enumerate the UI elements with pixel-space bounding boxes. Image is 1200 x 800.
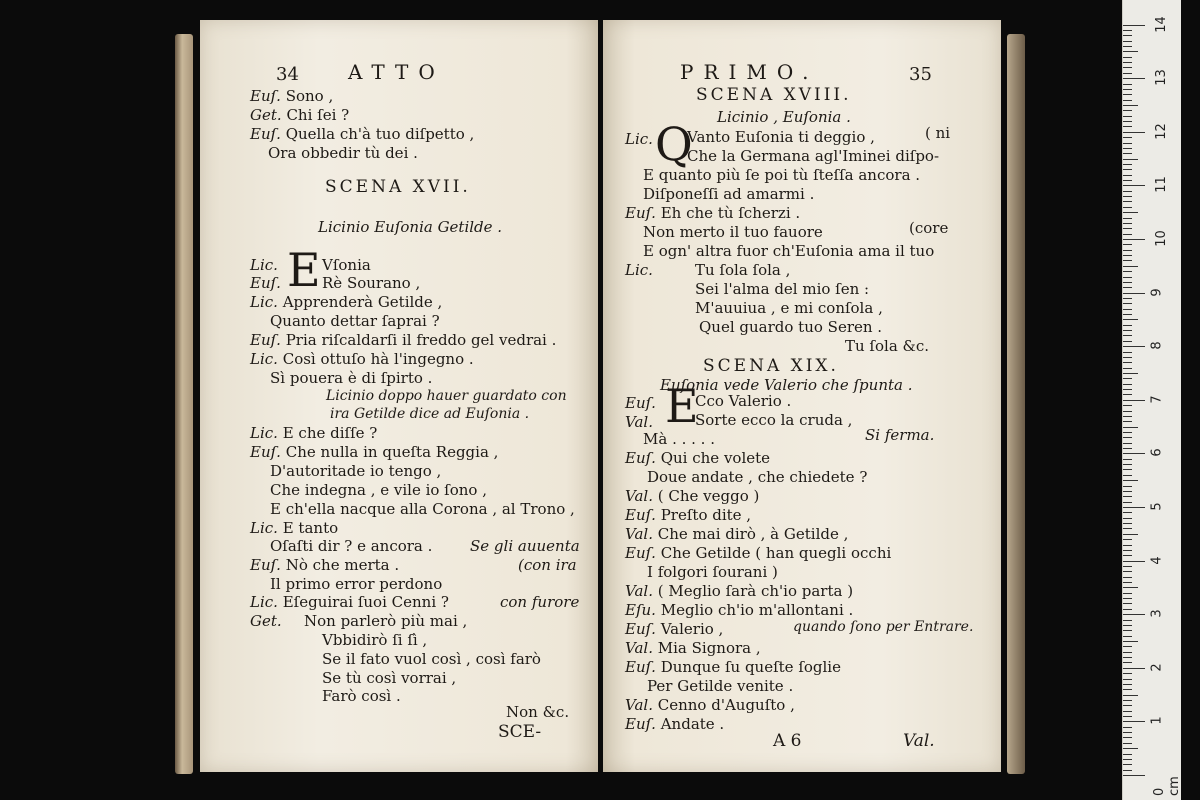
ruler-tick <box>1123 121 1132 122</box>
speech-line: Lic. <box>625 261 653 279</box>
ruler-tick <box>1123 357 1132 358</box>
ruler-tick <box>1123 89 1132 90</box>
speech-line: Sì pouera è di ſpirto . <box>270 369 433 387</box>
ruler-tick <box>1123 116 1132 117</box>
ruler-tick <box>1123 743 1132 744</box>
ruler-tick <box>1123 496 1132 497</box>
left-page <box>200 20 598 772</box>
ruler-tick <box>1123 94 1132 95</box>
ruler-tick <box>1123 641 1138 642</box>
running-head: ATTO <box>348 60 445 84</box>
page-number: 34 <box>276 64 299 85</box>
ruler-tick <box>1123 191 1132 192</box>
ruler-tick <box>1123 143 1132 144</box>
ruler-tick <box>1123 73 1132 74</box>
speech-text: Tu ſola ſola , <box>695 261 791 279</box>
speech-line: Euſ. Eh che tù ſcherzi . <box>625 204 801 222</box>
scene-persons: Licinio , Euſonia . <box>717 108 851 126</box>
ruler-label: 7 <box>1149 395 1165 404</box>
ruler-tick <box>1123 384 1132 385</box>
hanging-text: (core <box>909 219 949 237</box>
ruler-label: 2 <box>1149 663 1165 672</box>
ruler-tick <box>1123 325 1132 326</box>
ruler-tick <box>1123 293 1145 294</box>
ruler-tick <box>1123 668 1145 669</box>
ruler-tick <box>1123 469 1132 470</box>
hanging-text: ( ni <box>925 124 951 142</box>
ruler-tick <box>1123 502 1132 503</box>
ruler-tick <box>1123 282 1132 283</box>
ruler-tick <box>1123 625 1132 626</box>
ruler-tick <box>1123 175 1132 176</box>
ruler-tick <box>1123 341 1132 342</box>
ruler-tick <box>1123 636 1132 637</box>
speech-line: Che indegna , e vile io ſono , <box>270 481 487 499</box>
ruler-tick <box>1123 250 1132 251</box>
ruler-label: 13 <box>1153 69 1169 86</box>
ruler-tick <box>1123 614 1145 615</box>
speech-line: Euſ. Dunque ſu queſte ſoglie <box>625 658 841 676</box>
ruler-tick <box>1123 105 1138 106</box>
ruler-tick <box>1123 78 1145 79</box>
ruler-tick <box>1123 716 1132 717</box>
ruler-tick <box>1123 566 1132 567</box>
catchword: SCE- <box>498 722 542 742</box>
ruler-tick <box>1123 266 1138 267</box>
speech-line: Euſ. Che nulla in queſta Reggia , <box>250 443 499 461</box>
ruler-tick <box>1123 271 1132 272</box>
ruler-tick <box>1123 30 1132 31</box>
ruler-label: 11 <box>1153 176 1169 194</box>
speech-text: Cco Valerio . <box>695 392 792 410</box>
ruler-label: 1 <box>1149 716 1165 726</box>
speech-line: Euſ. Valerio , <box>625 620 724 638</box>
speech-line: Euſ. Preſto dite , <box>625 506 752 524</box>
running-head: PRIMO. <box>680 60 819 84</box>
scene-persons: Licinio Euſonia Getilde . <box>318 218 503 236</box>
speech-line: Doue andate , che chiedete ? <box>647 468 868 486</box>
book-edge-right <box>1007 34 1025 774</box>
ruler-tick <box>1123 679 1132 680</box>
ruler-tick <box>1123 732 1132 733</box>
ruler-label: 6 <box>1149 448 1165 458</box>
ruler-tick <box>1123 609 1132 610</box>
ruler-tick <box>1123 545 1132 546</box>
speech-line: Val. ( Che veggo ) <box>625 487 760 505</box>
ruler-label: 5 <box>1149 502 1165 511</box>
ruler-tick <box>1123 41 1132 42</box>
speech-line: E quanto più ſe poi tù ſteſſa ancora . <box>643 166 921 184</box>
speech-line: Per Getilde venite . <box>647 677 794 695</box>
ruler-tick <box>1123 727 1132 728</box>
ruler-tick <box>1123 684 1132 685</box>
speech-line: Euſ. Qui che volete <box>625 449 771 467</box>
ruler-tick <box>1123 528 1132 529</box>
speech-line: Vbbidirò ſi ſì , <box>322 631 428 649</box>
ruler-tick <box>1123 67 1132 68</box>
speech-line: Tu ſola &c. <box>845 337 930 355</box>
ruler-tick <box>1123 35 1132 36</box>
ruler-tick <box>1123 539 1132 540</box>
speech-line: Euſ. <box>625 394 656 412</box>
ruler-tick <box>1123 453 1145 454</box>
speech-line: Quanto dettar ſaprai ? <box>270 312 440 330</box>
speech-line: Euſ. Andate . <box>625 715 725 733</box>
speech-line: Val. Che mai dirò , à Getilde , <box>625 525 849 543</box>
ruler-tick <box>1123 421 1132 422</box>
speech-line: Lic. Così ottuſo hà l'ingegno . <box>250 350 474 368</box>
ruler-tick <box>1123 464 1132 465</box>
ruler-tick <box>1123 577 1132 578</box>
ruler-tick <box>1123 598 1132 599</box>
ruler-tick <box>1123 394 1132 395</box>
ruler-tick <box>1123 234 1132 235</box>
speech-line: Mà . . . . . <box>643 430 715 448</box>
ruler-tick <box>1123 486 1132 487</box>
drop-cap: E <box>287 243 321 297</box>
signature-mark: A 6 <box>773 731 802 751</box>
ruler-tick <box>1123 593 1132 594</box>
measuring-ruler <box>1122 0 1181 800</box>
speech-line: Se tù così vorrai , <box>322 669 457 687</box>
ruler-tick <box>1123 201 1132 202</box>
speech-text: Rè Sourano , <box>322 274 421 292</box>
ruler-tick <box>1123 164 1132 165</box>
ruler-tick <box>1123 523 1132 524</box>
ruler-tick <box>1123 770 1132 771</box>
speech-line: Quel guardo tuo Seren . <box>699 318 883 336</box>
speech-line: Euſ. Nò che merta . <box>250 556 400 574</box>
catchword: Val. <box>903 731 935 751</box>
ruler-tick <box>1123 620 1132 621</box>
ruler-tick <box>1123 260 1132 261</box>
ruler-tick <box>1123 571 1132 572</box>
ruler-label: 8 <box>1149 341 1165 350</box>
speech-line: Oſaſti dir ? e ancora . <box>270 537 433 555</box>
speech-line: Val. Mia Signora , <box>625 639 761 657</box>
ruler-tick <box>1123 657 1132 658</box>
ruler-tick <box>1123 652 1132 653</box>
ruler-tick <box>1123 775 1145 776</box>
ruler-tick <box>1123 84 1132 85</box>
ruler-tick <box>1123 303 1132 304</box>
ruler-tick <box>1123 534 1138 535</box>
ruler-tick <box>1123 62 1132 63</box>
speech-text: Non parlerò più mai , <box>304 612 468 630</box>
ruler-tick <box>1123 373 1138 374</box>
ruler-tick <box>1123 362 1132 363</box>
stage-direction: Se gli auuenta <box>470 537 580 555</box>
ruler-tick <box>1123 298 1132 299</box>
ruler-tick <box>1123 448 1132 449</box>
ruler-tick <box>1123 721 1145 722</box>
ruler-tick <box>1123 207 1132 208</box>
speech-line: I folgori ſourani ) <box>647 563 778 581</box>
speech-line: Il primo error perdono <box>270 575 443 593</box>
speech-line: Se il fato vuol così , così farò <box>322 650 541 668</box>
stage-direction: con furore <box>500 593 580 611</box>
stage-direction: quando ſono per Entrare. <box>793 619 974 635</box>
stage-direction: (con ira <box>518 556 577 574</box>
ruler-label: 9 <box>1149 287 1165 297</box>
ruler-tick <box>1123 212 1138 213</box>
ruler-tick <box>1123 512 1132 513</box>
ruler-tick <box>1123 137 1132 138</box>
speech-text: Vſonia <box>322 256 371 274</box>
ruler-tick <box>1123 159 1138 160</box>
speech-line: M'auuiua , e mi conſola , <box>695 299 883 317</box>
ruler-tick <box>1123 518 1132 519</box>
ruler-tick <box>1123 309 1132 310</box>
speech-text: Vanto Euſonia ti deggio , <box>687 128 875 146</box>
ruler-tick <box>1123 368 1132 369</box>
speech-line: E ogn' altra fuor ch'Euſonia ama il tuo <box>643 242 935 260</box>
speech-line: Sei l'alma del mio ſen : <box>695 280 870 298</box>
ruler-label: 14 <box>1153 15 1169 33</box>
scene-title: SCENA XVIII. <box>696 85 852 105</box>
ruler-tick <box>1123 25 1145 26</box>
scene-title: SCENA XIX. <box>703 356 839 376</box>
open-book <box>175 12 1025 777</box>
ruler-tick <box>1123 491 1132 492</box>
speech-line: Euſ. <box>250 274 281 292</box>
ruler-tick <box>1123 748 1138 749</box>
drop-cap: Q <box>655 117 693 171</box>
speech-line: Non merto il tuo fauore <box>643 223 823 241</box>
speech-line: Val. <box>625 413 653 431</box>
ruler-tick <box>1123 582 1132 583</box>
speech-text: Sorte ecco la cruda , <box>695 411 853 429</box>
ruler-tick <box>1123 389 1132 390</box>
speech-line: Euſ. Pria riſcaldarſi il freddo gel vedrai . <box>250 331 557 349</box>
speech-line: Euſ. Sono , <box>250 87 334 105</box>
ruler-tick <box>1123 689 1132 690</box>
ruler-tick <box>1123 51 1138 52</box>
ruler-tick <box>1123 277 1132 278</box>
scene-persons: Euſonia vede Valerio che ſpunta . <box>660 376 913 394</box>
ruler-tick <box>1123 319 1138 320</box>
ruler-tick <box>1123 475 1132 476</box>
ruler-tick <box>1123 378 1132 379</box>
ruler-tick <box>1123 587 1138 588</box>
ruler-tick <box>1123 287 1132 288</box>
ruler-tick <box>1123 561 1145 562</box>
speech-line: Get. Chi ſei ? <box>250 106 350 124</box>
ruler-tick <box>1123 148 1132 149</box>
speech-line: Euſ. Quella ch'à tuo diſpetto , <box>250 125 475 143</box>
ruler-tick <box>1123 330 1132 331</box>
speech-line: Eſu. Meglio ch'io m'allontani . <box>625 601 854 619</box>
ruler-tick <box>1123 153 1132 154</box>
speech-line: Ora obbedir tù dei . <box>268 144 418 162</box>
ruler-tick <box>1123 110 1132 111</box>
drop-cap: E <box>665 379 699 433</box>
ruler-tick <box>1123 46 1132 47</box>
ruler-tick <box>1123 700 1132 701</box>
speech-text: Che la Germana agl'Iminei diſpo- <box>687 147 940 165</box>
ruler-tick <box>1123 346 1145 347</box>
ruler-tick <box>1123 411 1132 412</box>
stage-direction: Si ferma. <box>865 426 935 444</box>
ruler-tick <box>1123 427 1138 428</box>
speech-line: Lic. Apprenderà Getilde , <box>250 293 443 311</box>
ruler-tick <box>1123 218 1132 219</box>
ruler-tick <box>1123 480 1138 481</box>
speech-line: Lic. <box>625 130 653 148</box>
ruler-tick <box>1123 603 1132 604</box>
ruler-tick <box>1123 711 1132 712</box>
speech-line: D'autoritade io tengo , <box>270 462 442 480</box>
ruler-label: 10 <box>1153 230 1169 247</box>
ruler-tick <box>1123 196 1132 197</box>
ruler-tick <box>1123 550 1132 551</box>
ruler-tick <box>1123 169 1132 170</box>
ruler-tick <box>1123 695 1138 696</box>
ruler-tick <box>1123 443 1132 444</box>
ruler-tick <box>1123 100 1132 101</box>
ruler-tick <box>1123 352 1132 353</box>
ruler-tick <box>1123 555 1132 556</box>
right-page <box>603 20 1001 772</box>
ruler-tick <box>1123 646 1132 647</box>
speech-line: E ch'ella nacque alla Corona , al Trono , <box>270 500 575 518</box>
ruler-tick <box>1123 507 1145 508</box>
ruler-tick <box>1123 57 1132 58</box>
speech-line: Lic. <box>250 256 278 274</box>
ruler-tick <box>1123 185 1145 186</box>
ruler-tick <box>1123 630 1132 631</box>
ruler-tick <box>1123 459 1132 460</box>
book-edge-left <box>175 34 193 774</box>
speech-line: Farò così . <box>322 687 401 705</box>
ruler-label: 3 <box>1149 609 1165 618</box>
stage-direction: Licinio doppo hauer guardato con <box>326 388 567 404</box>
ruler-tick <box>1123 314 1132 315</box>
speech-line: Lic. E che diſſe ? <box>250 424 378 442</box>
ruler-label: 4 <box>1149 555 1165 565</box>
speech-line: Lic. Eſeguirai ſuoi Cenni ? <box>250 593 449 611</box>
ruler-tick <box>1123 437 1132 438</box>
page-number: 35 <box>909 64 932 85</box>
ruler-label: 0 cm <box>1152 776 1182 796</box>
ruler-tick <box>1123 759 1132 760</box>
ruler-tick <box>1123 244 1132 245</box>
ruler-tick <box>1123 754 1132 755</box>
speech-line: Lic. E tanto <box>250 519 339 537</box>
speech-line: Val. ( Meglio ſarà ch'io parta ) <box>625 582 854 600</box>
speech-line: Diſponeſſi ad amarmi . <box>643 185 815 203</box>
ruler-tick <box>1123 228 1132 229</box>
ruler-tick <box>1123 223 1132 224</box>
ruler-tick <box>1123 180 1132 181</box>
speech-line: Euſ. Che Getilde ( han quegli occhi <box>625 544 892 562</box>
ruler-tick <box>1123 405 1132 406</box>
speech-line: Get. <box>250 612 282 630</box>
ruler-tick <box>1123 764 1132 765</box>
ruler-tick <box>1123 126 1132 127</box>
scene-title: SCENA XVII. <box>325 177 471 197</box>
ruler-tick <box>1123 132 1145 133</box>
refrain-note: Non &c. <box>506 703 570 721</box>
ruler-tick <box>1123 416 1132 417</box>
ruler-tick <box>1123 737 1132 738</box>
ruler-tick <box>1123 662 1132 663</box>
ruler-tick <box>1123 239 1145 240</box>
ruler-tick <box>1123 255 1132 256</box>
stage-direction: ira Getilde dice ad Euſonia . <box>330 406 530 422</box>
ruler-tick <box>1123 400 1145 401</box>
speech-line: Val. Cenno d'Auguſto , <box>625 696 795 714</box>
ruler-tick <box>1123 432 1132 433</box>
ruler-tick <box>1123 705 1132 706</box>
ruler-label: 12 <box>1153 123 1169 140</box>
ruler-tick <box>1123 335 1132 336</box>
ruler-tick <box>1123 673 1132 674</box>
